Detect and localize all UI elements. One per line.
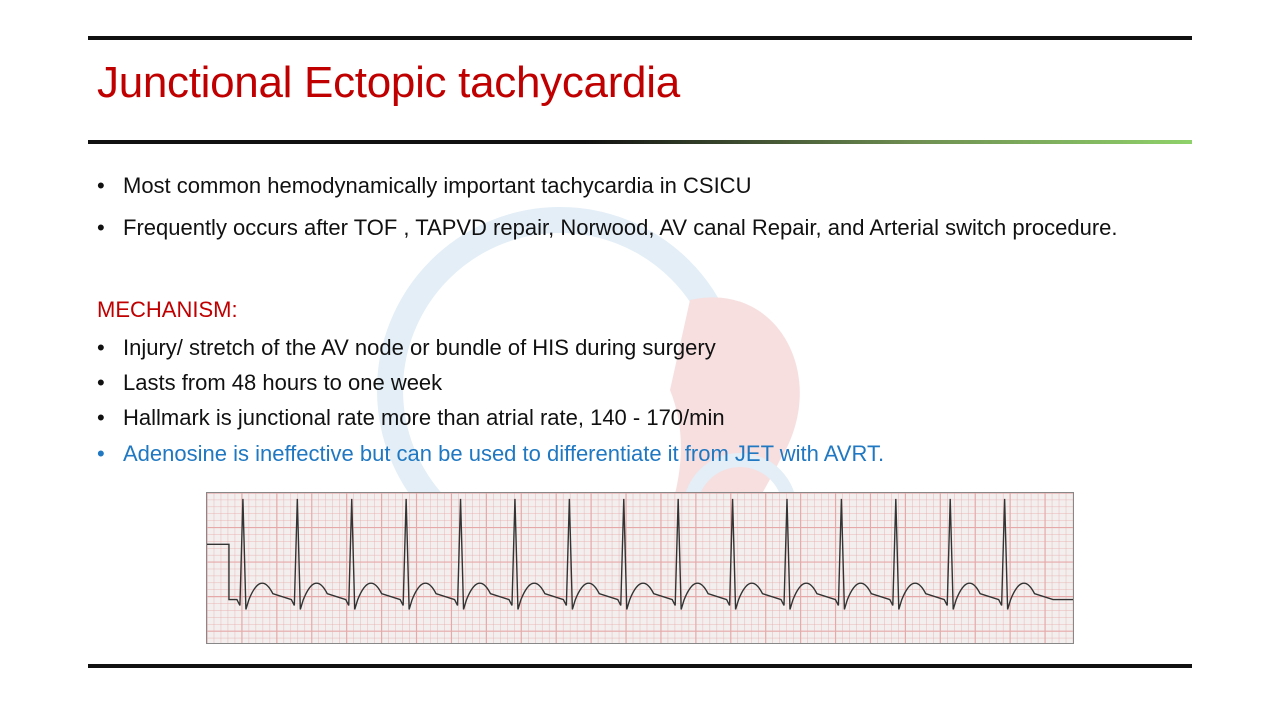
bullet-text: Lasts from 48 hours to one week xyxy=(123,370,443,395)
bullet-glyph: • xyxy=(97,215,105,240)
title-underline-rule xyxy=(88,140,1192,144)
bullet-text: Most common hemodynamically important tachycardia in CSICU xyxy=(123,173,752,198)
bullet-text: Frequently occurs after TOF , TAPVD repair, Norwood, AV canal Repair, and Arterial switch procedure. xyxy=(123,215,1118,240)
bottom-rule xyxy=(88,664,1192,668)
bullet-glyph: • xyxy=(97,370,105,395)
bullet-glyph: • xyxy=(97,441,105,466)
bullet-item xyxy=(97,334,1183,362)
bullet-glyph: • xyxy=(97,405,105,430)
bullet-text: Injury/ stretch of the AV node or bundle of HIS during surgery xyxy=(123,335,716,360)
bullet-item xyxy=(97,369,1183,397)
bullet-item-highlight xyxy=(97,440,1183,468)
bullet-text: Adenosine is ineffective but can be used to differentiate it from JET with AVRT. xyxy=(123,441,885,466)
section-heading: MECHANISM: xyxy=(97,297,238,322)
top-rule xyxy=(88,36,1192,40)
slide-title: Junctional Ectopic tachycardia xyxy=(97,58,680,107)
bullet-glyph: • xyxy=(97,335,105,360)
bullet-glyph: • xyxy=(97,173,105,198)
bullet-text: Hallmark is junctional rate more than atrial rate, 140 - 170/min xyxy=(123,405,725,430)
ecg-strip-image xyxy=(206,492,1074,644)
bullet-item xyxy=(97,404,1183,432)
bullet-item xyxy=(97,172,1183,200)
bullet-item xyxy=(97,214,1183,242)
